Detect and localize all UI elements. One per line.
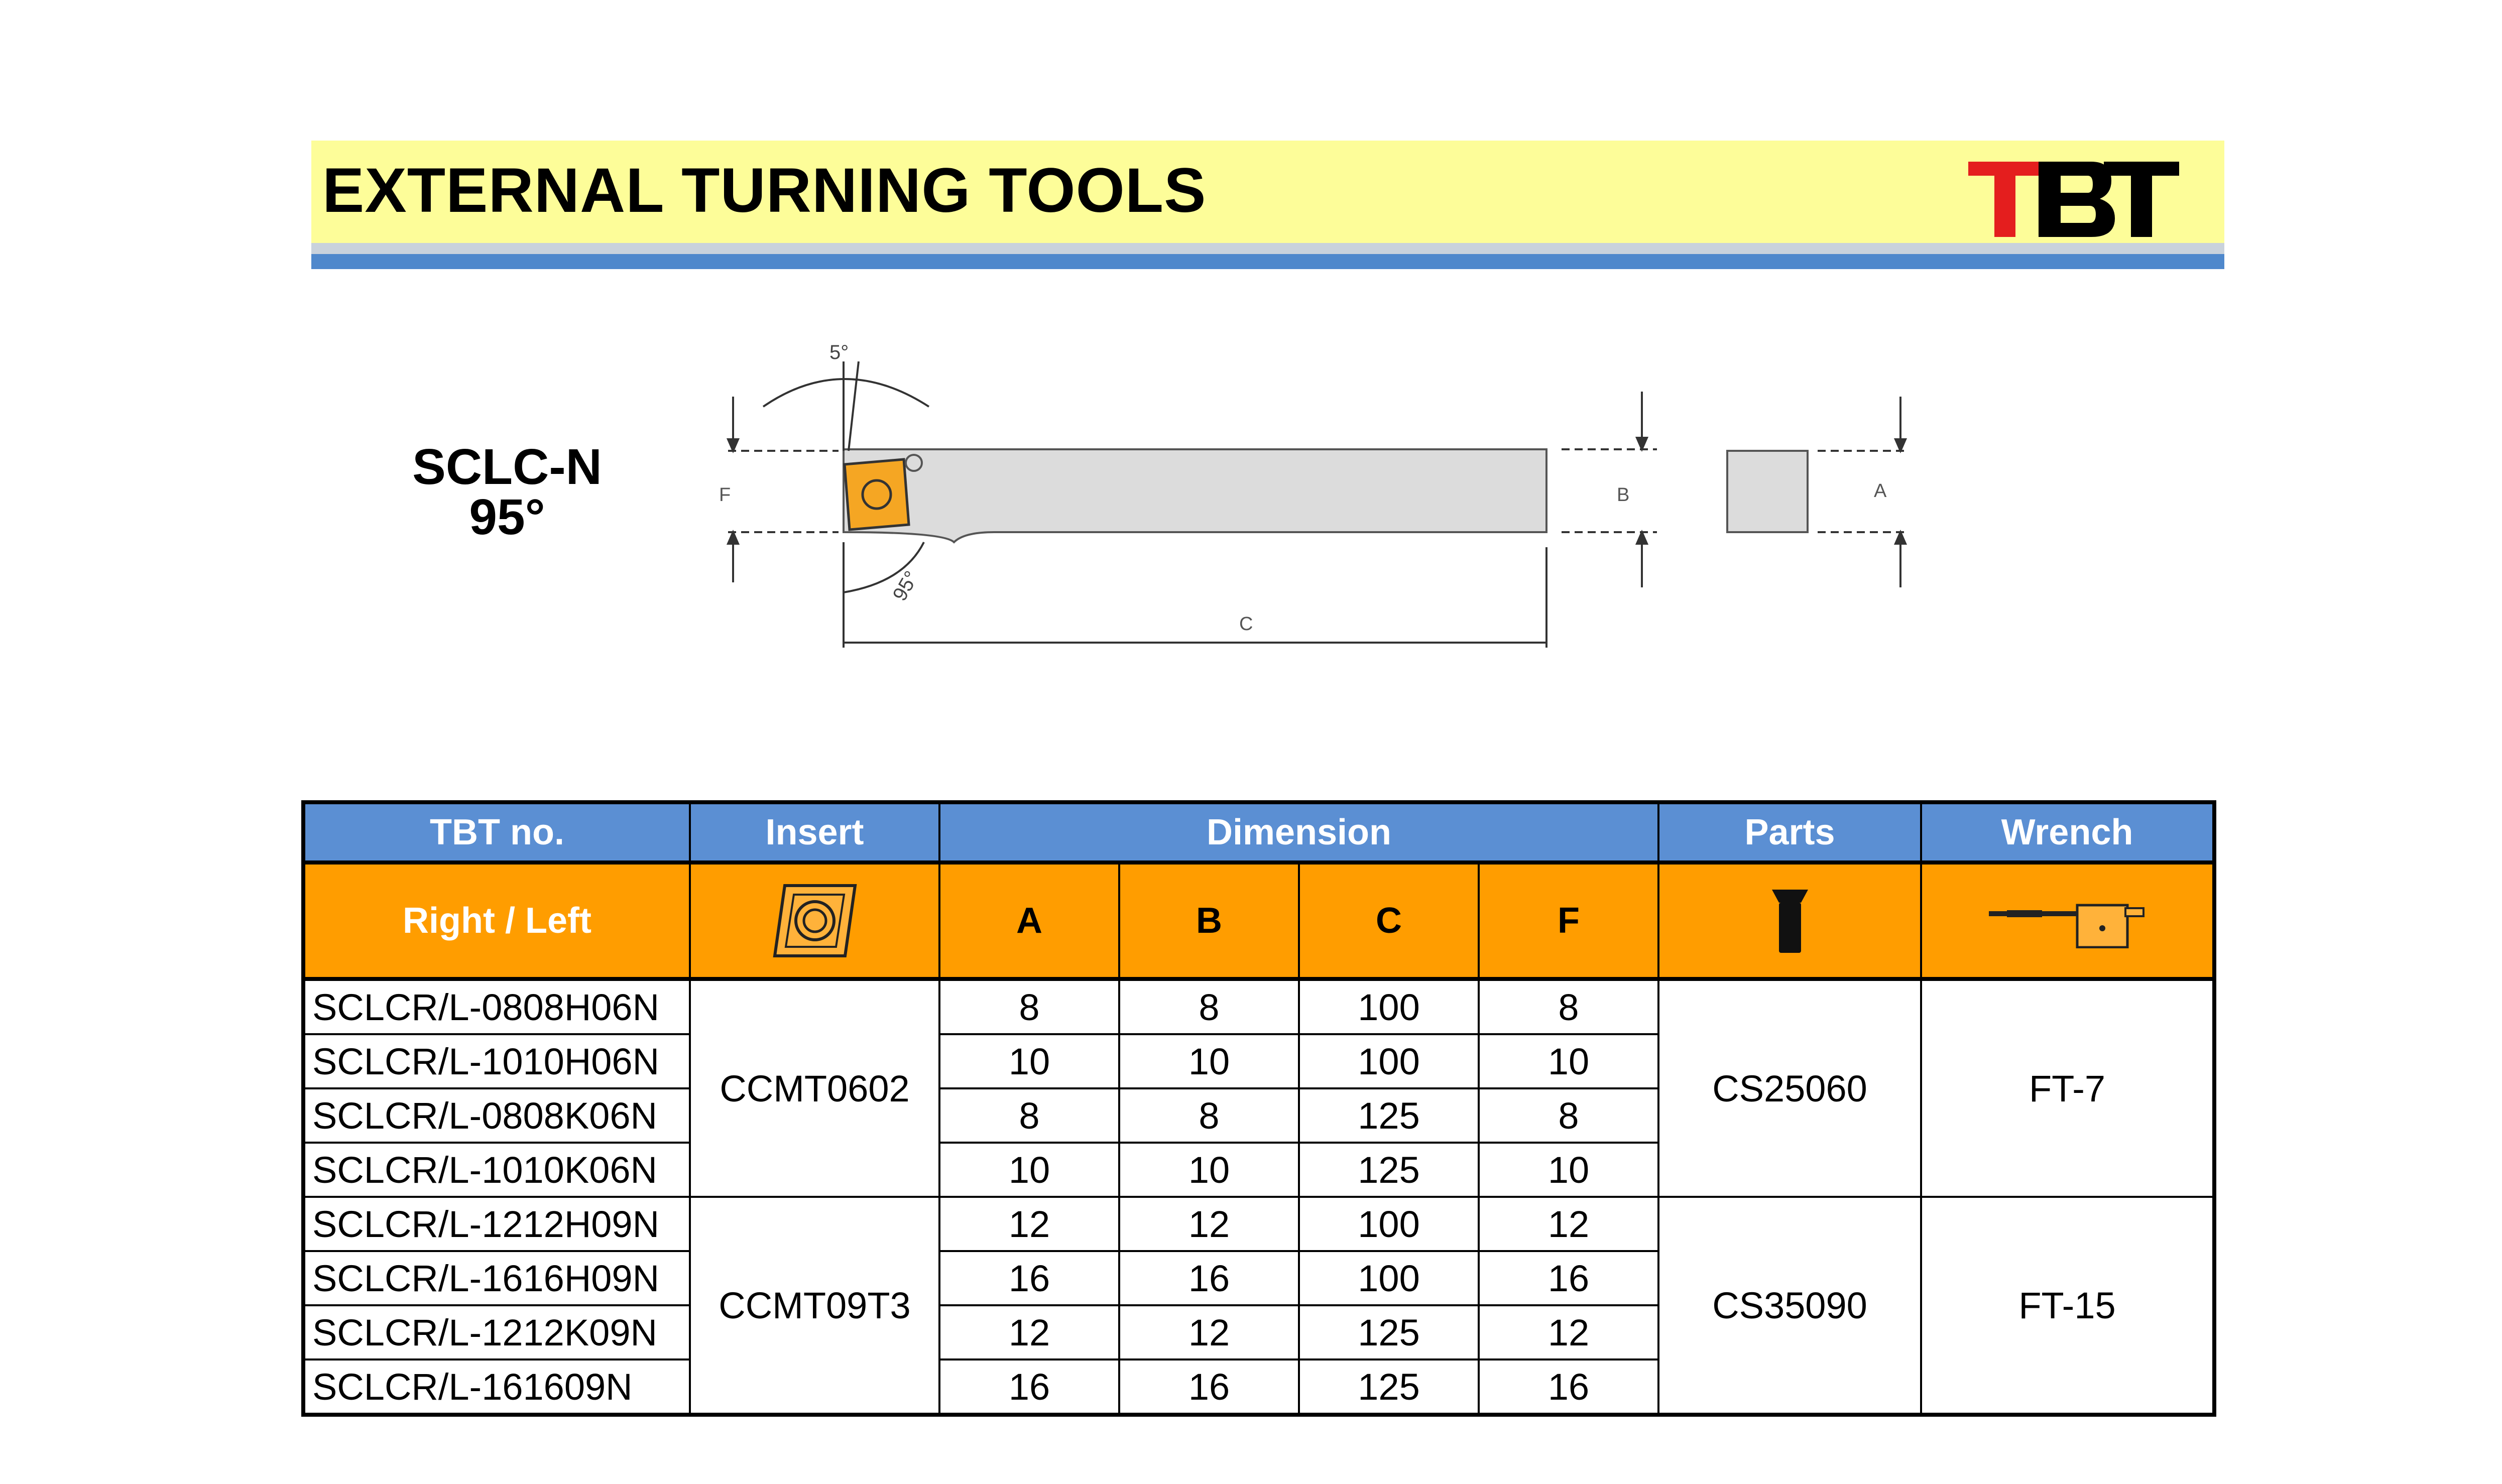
insert-cell: CCMT0602 (690, 979, 939, 1197)
arrowheads-b (1637, 438, 1647, 544)
dim-b-cell: 10 (1119, 1034, 1299, 1088)
dim-f-cell: 8 (1479, 979, 1658, 1034)
dim-a-cell: 12 (939, 1197, 1119, 1251)
dim-a-cell: 10 (939, 1034, 1119, 1088)
col-header-f: F (1479, 862, 1658, 979)
label-b: B (1617, 484, 1630, 506)
tbt-no-cell: SCLCR/L-0808H06N (303, 979, 690, 1034)
wrench-icon-cell (1921, 862, 2214, 979)
tbt-no-cell: SCLCR/L-161609N (303, 1359, 690, 1415)
shank-section (1727, 451, 1808, 532)
dim-b-cell: 12 (1119, 1305, 1299, 1359)
tbt-no-cell: SCLCR/L-1010K06N (303, 1143, 690, 1197)
label-f: F (719, 484, 731, 506)
logo-t-stem (1994, 162, 2015, 237)
dim-f-cell: 16 (1479, 1251, 1658, 1305)
dim-a-cell: 16 (939, 1359, 1119, 1415)
wrench-icon (1987, 893, 2148, 948)
screw-icon (1770, 886, 1810, 956)
insert-icon-cell (690, 862, 939, 979)
table-row (303, 1197, 2214, 1251)
header-rule-light (311, 243, 2224, 254)
col-header-dimension: Dimension (939, 802, 1658, 862)
tool-diagram (693, 331, 1938, 653)
dim-f-cell: 12 (1479, 1305, 1658, 1359)
parts-cell: CS35090 (1658, 1197, 1921, 1415)
tbt-logo (1968, 156, 2179, 241)
label-a: A (1874, 480, 1887, 502)
dim-f-cell: 16 (1479, 1359, 1658, 1415)
dim-c-cell: 100 (1299, 979, 1479, 1034)
dim-c-cell: 100 (1299, 1197, 1479, 1251)
col-header-wrench: Wrench (1921, 802, 2214, 862)
dim-f-cell: 8 (1479, 1088, 1658, 1143)
page-title: EXTERNAL TURNING TOOLS (322, 156, 1207, 225)
table-header-row-1 (303, 802, 2214, 862)
dim-c-cell: 125 (1299, 1143, 1479, 1197)
tool-shank (844, 449, 1546, 542)
dim-b-cell: 8 (1119, 1088, 1299, 1143)
col-header-insert: Insert (690, 802, 939, 862)
dim-f-cell: 10 (1479, 1034, 1658, 1088)
dim-f-cell: 10 (1479, 1143, 1658, 1197)
dim-c-cell: 100 (1299, 1251, 1479, 1305)
dim-a-cell: 8 (939, 979, 1119, 1034)
wrench-cell: FT-15 (1921, 1197, 2214, 1415)
logo-b (2039, 162, 2115, 237)
col-header-b: B (1119, 862, 1299, 979)
col-header-parts: Parts (1658, 802, 1921, 862)
dim-a-cell: 10 (939, 1143, 1119, 1197)
tbt-no-cell: SCLCR/L-0808K06N (303, 1088, 690, 1143)
label-5deg: 5° (829, 341, 849, 363)
insert-shape (845, 459, 909, 530)
dim-b-cell: 16 (1119, 1359, 1299, 1415)
dim-b-cell: 16 (1119, 1251, 1299, 1305)
insert-cell: CCMT09T3 (690, 1197, 939, 1415)
dim-a-cell: 12 (939, 1305, 1119, 1359)
logo-t2-stem (2131, 162, 2152, 237)
model-name: SCLC-N (412, 439, 602, 495)
tbt-no-cell: SCLCR/L-1212K09N (303, 1305, 690, 1359)
wrench-cell: FT-7 (1921, 979, 2214, 1197)
tbt-no-cell: SCLCR/L-1616H09N (303, 1251, 690, 1305)
insert-icon (770, 881, 860, 961)
col-header-c: C (1299, 862, 1479, 979)
dim-b-cell: 10 (1119, 1143, 1299, 1197)
dim-c-cell: 125 (1299, 1088, 1479, 1143)
screw-icon-cell (1658, 862, 1921, 979)
dim-f-cell: 12 (1479, 1197, 1658, 1251)
table-header-row-2 (303, 862, 2214, 979)
tbt-no-cell: SCLCR/L-1010H06N (303, 1034, 690, 1088)
col-header-hand: Right / Left (303, 862, 690, 979)
table-body (303, 979, 2214, 1415)
dim-a-cell: 16 (939, 1251, 1119, 1305)
model-angle: 95° (469, 489, 545, 545)
dim-c-cell: 100 (1299, 1034, 1479, 1088)
parts-cell: CS25060 (1658, 979, 1921, 1197)
clearance-edge-line (849, 361, 859, 451)
table-row (303, 979, 2214, 1034)
arrowheads-a (1895, 439, 1905, 544)
col-header-tbt-no: TBT no. (303, 802, 690, 862)
tbt-no-cell: SCLCR/L-1212H09N (303, 1197, 690, 1251)
clearance-arc (763, 379, 929, 407)
model-label (351, 439, 663, 545)
dim-b-cell: 12 (1119, 1197, 1299, 1251)
col-header-a: A (939, 862, 1119, 979)
dim-c-cell: 125 (1299, 1305, 1479, 1359)
header-rule-blue (311, 254, 2224, 269)
dim-c-cell: 125 (1299, 1359, 1479, 1415)
header-band (311, 141, 2224, 243)
label-c: C (1239, 613, 1253, 635)
spec-table (301, 800, 2216, 1417)
label-95deg: 95° (888, 567, 923, 605)
dim-b-cell: 8 (1119, 979, 1299, 1034)
dim-a-cell: 8 (939, 1088, 1119, 1143)
